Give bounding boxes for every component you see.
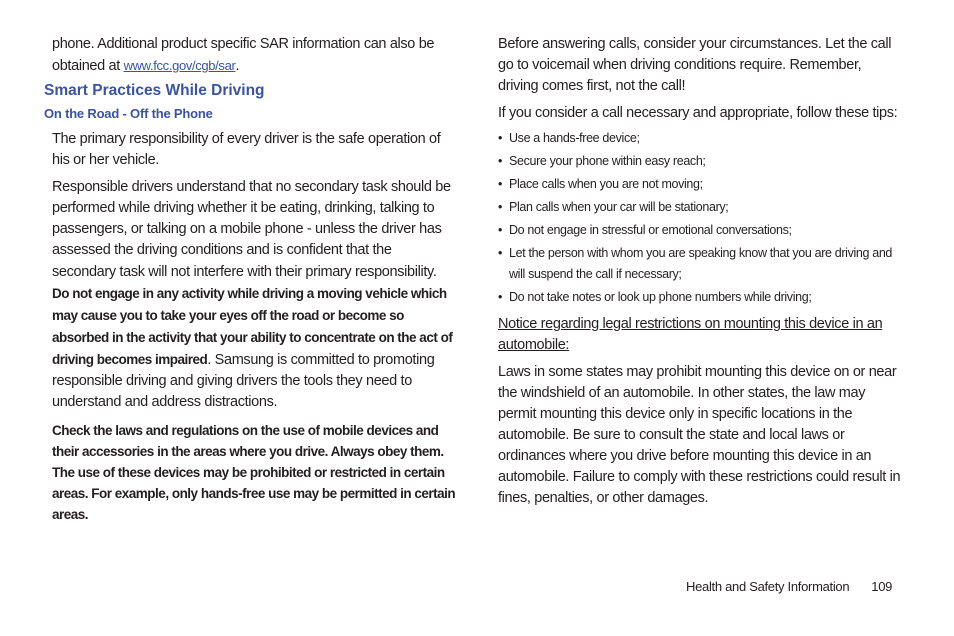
tip-text: Do not take notes or look up phone numbers while driving;: [509, 290, 812, 304]
footer-section-title: Health and Safety Information: [686, 579, 850, 594]
bullet-icon: •: [498, 200, 503, 214]
tip-text: Secure your phone within easy reach;: [509, 154, 706, 168]
intro-paragraph: [44, 34, 456, 77]
paragraph-tips-intro: If you consider a call necessary and appropriate, follow these tips:: [498, 105, 898, 121]
page-footer: [686, 578, 892, 596]
paragraph-mounting-laws: Laws in some states may prohibit mounting this device on or near the windshield of an automobile. In other states, the law may permit mounting this device only in specific locations in the automobile. Be sure to consult the state and local laws or ordinances where you drive before mounting this device in an automobile. Failure to comply with these restrictions could result in fines, penalties, or other damages.: [498, 364, 901, 506]
tip-text: Let the person with whom you are speaking know that you are driving and will suspend the call if necessary;: [509, 246, 893, 281]
fcc-sar-link[interactable]: www.fcc.gov/cgb/sar: [123, 58, 236, 73]
tip-text: Do not engage in stressful or emotional conversations;: [509, 223, 792, 237]
page-number: 109: [871, 579, 893, 594]
section-title: Smart Practices While Driving: [44, 82, 265, 99]
list-item: [498, 151, 908, 172]
list-item: [498, 128, 908, 149]
bullet-icon: •: [498, 177, 503, 191]
paragraph-responsible-drivers-bold: Do not engage in any activity while driving a moving vehicle which may cause you to take your eyes off the road or become so absorbed in the activity that your ability to concentrate on the act of driving becomes impaired: [52, 286, 453, 367]
bullet-icon: •: [498, 131, 503, 145]
right-column: [498, 34, 908, 509]
paragraph-responsible-drivers-end: . Samsung is committed to promoting responsible driving and giving drivers the tools they need to understand and address distractions.: [52, 352, 435, 410]
intro-end: .: [235, 58, 240, 74]
paragraph-check-laws: Check the laws and regulations on the use of mobile devices and their accessories in the areas where you drive. Always obey them. The use of these devices may be prohibited or restricted in certain areas. For example, only hands-free use may be permitted in certain areas.: [52, 423, 456, 522]
tip-text: Plan calls when your car will be stationary;: [509, 200, 729, 214]
paragraph-responsible-drivers-text: Responsible drivers understand that no secondary task should be performed while driving whether it be eating, drinking, talking to passengers, or talking on a mobile phone - unless the driver has assessed the driving conditions and is confident that the secondary task will not interfere with their primary responsibility.: [52, 179, 451, 280]
bullet-icon: •: [498, 290, 503, 304]
tip-text: Place calls when you are not moving;: [509, 177, 703, 191]
list-item: [498, 243, 908, 285]
list-item: [498, 220, 908, 241]
intro-text: phone. Additional product specific SAR information can also be obtained at: [52, 36, 435, 74]
tip-text: Use a hands-free device;: [509, 131, 640, 145]
list-item: [498, 197, 908, 218]
paragraph-before-answering: Before answering calls, consider your circumstances. Let the call go to voicemail when driving conditions require. Remember, driving comes first, not the call!: [498, 36, 892, 94]
left-column: [44, 34, 464, 525]
bullet-icon: •: [498, 223, 503, 237]
paragraph-responsible-drivers: [44, 177, 456, 413]
list-item: [498, 174, 908, 195]
tips-list: [498, 128, 908, 308]
bullet-icon: •: [498, 154, 503, 168]
bullet-icon: •: [498, 246, 503, 260]
notice-heading: Notice regarding legal restrictions on mounting this device in an automobile:: [498, 316, 883, 353]
list-item: [498, 287, 908, 308]
subsection-title: On the Road - Off the Phone: [44, 106, 213, 121]
paragraph-driver-responsibility: The primary responsibility of every driver is the safe operation of his or her vehicle.: [52, 131, 441, 168]
